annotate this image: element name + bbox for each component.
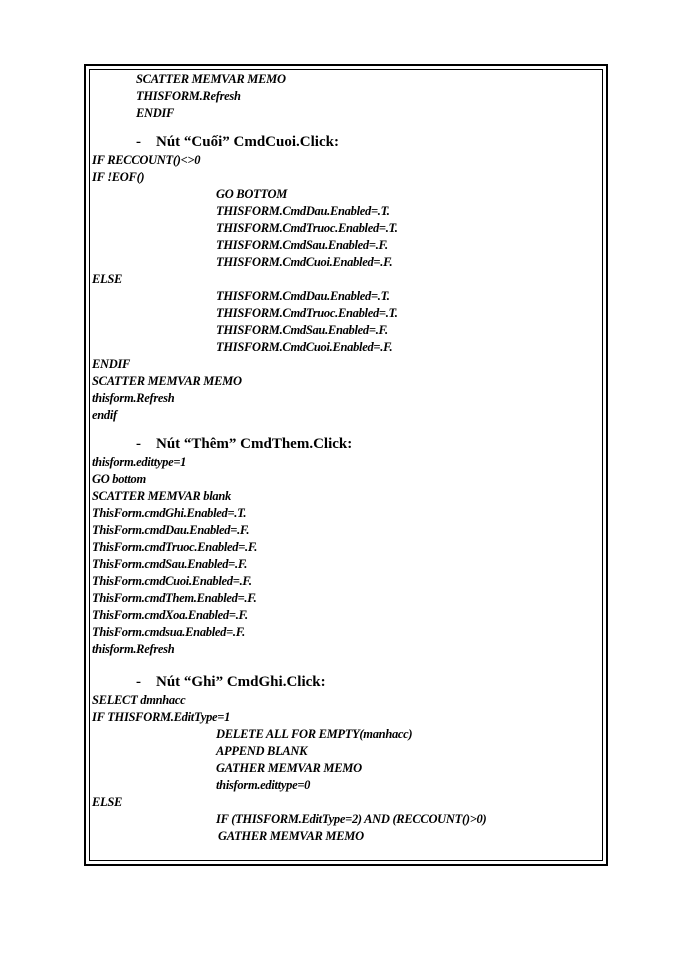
code-line: GATHER MEMVAR MEMO [216,761,362,775]
code-line: THISFORM.CmdSau.Enabled=.F. [216,238,388,252]
section-heading-them [92,434,600,454]
code-line: THISFORM.CmdTruoc.Enabled=.T. [216,306,398,320]
code-line: SELECT dmnhacc [92,693,186,707]
code-line: ELSE [92,272,123,286]
code-line: ThisForm.cmdsua.Enabled=.F. [92,625,245,639]
code-line: thisform.edittype=1 [92,455,187,469]
code-line: THISFORM.CmdTruoc.Enabled=.T. [216,221,398,235]
code-line: ThisForm.cmdXoa.Enabled=.F. [92,608,248,622]
code-line: ThisForm.cmdThem.Enabled=.F. [92,591,257,605]
code-line: THISFORM.CmdDau.Enabled=.T. [216,204,390,218]
code-line: ENDIF [92,357,131,371]
code-line: IF THISFORM.EditType=1 [92,710,231,724]
code-line: ThisForm.cmdGhi.Enabled=.T. [92,506,247,520]
code-content [92,71,600,845]
code-line: DELETE ALL FOR EMPTY(manhacc) [216,727,413,741]
heading-text: Nút “Ghi” CmdGhi.Click: [156,674,326,690]
heading-text: Nút “Cuối” CmdCuoi.Click: [156,134,339,150]
code-line: endif [92,408,117,422]
code-line: ThisForm.cmdSau.Enabled=.F. [92,557,248,571]
code-line: SCATTER MEMVAR blank [92,489,231,503]
code-line: THISFORM.CmdCuoi.Enabled=.F. [216,255,393,269]
code-line: thisform.Refresh [92,391,175,405]
code-line: IF RECCOUNT()<>0 [92,153,201,167]
code-line: SCATTER MEMVAR MEMO [136,72,286,86]
code-line: ThisForm.cmdCuoi.Enabled=.F. [92,574,252,588]
code-line: THISFORM.CmdSau.Enabled=.F. [216,323,388,337]
code-line: GO bottom [92,472,146,486]
section-heading-cuoi [92,132,600,152]
code-line: GO BOTTOM [216,187,288,201]
section-heading-ghi [92,672,600,692]
code-line: thisform.edittype=0 [216,778,311,792]
code-line: THISFORM.Refresh [136,89,241,103]
code-line: thisform.Refresh [92,642,175,656]
code-line: ThisForm.cmdDau.Enabled=.F. [92,523,250,537]
page-border [84,64,608,866]
bullet-dash: - [136,134,141,150]
code-line: APPEND BLANK [216,744,308,758]
bullet-dash: - [136,436,141,452]
code-line: THISFORM.CmdDau.Enabled=.T. [216,289,390,303]
code-line: SCATTER MEMVAR MEMO [92,374,242,388]
heading-text: Nút “Thêm” CmdThem.Click: [156,436,353,452]
code-line: GATHER MEMVAR MEMO [218,829,364,843]
bullet-dash: - [136,674,141,690]
code-line: ThisForm.cmdTruoc.Enabled=.F. [92,540,258,554]
code-line: ELSE [92,795,123,809]
code-line: ENDIF [136,106,175,120]
code-line: IF (THISFORM.EditType=2) AND (RECCOUNT()>0) [216,812,487,826]
code-line: IF !EOF() [92,170,145,184]
code-line: THISFORM.CmdCuoi.Enabled=.F. [216,340,393,354]
